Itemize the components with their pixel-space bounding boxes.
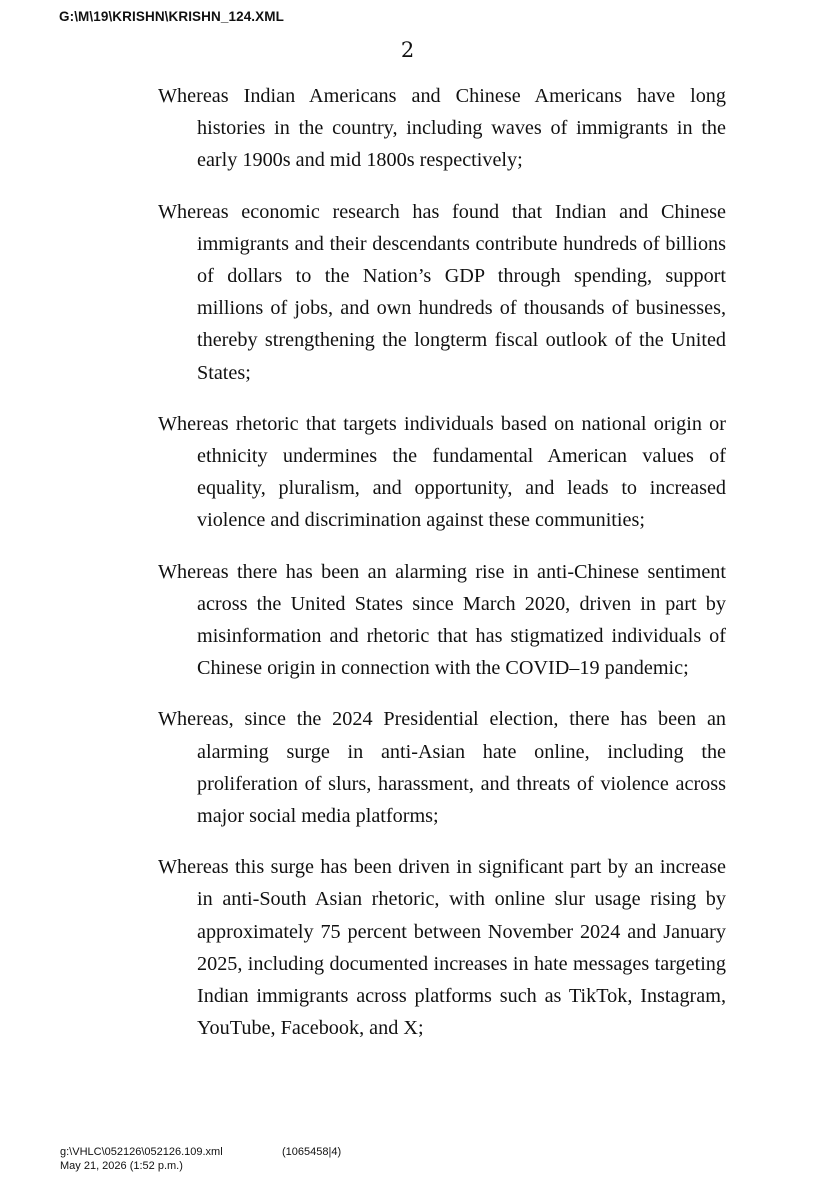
whereas-clause: Whereas economic research has found that Indian and Chinese immigrants and their descendants contribute hundreds of billions of dollars to the Nation’s GDP through spending, support millions of jobs, and own hundreds of thousands of businesses, thereby strengthening the longterm fiscal outlook of the United States; (158, 200, 726, 384)
document-file-path: G:\M\19\KRISHN\KRISHN_124.XML (59, 9, 284, 24)
whereas-clause: Whereas rhetoric that targets individuals based on national origin or ethnicity undermines the fundamental American values of equality, pluralism, and opportunity, and leads to increased violence and discrimination against these communities; (158, 412, 726, 532)
whereas-clause: Whereas there has been an alarming rise in anti-Chinese sentiment across the United States since March 2020, driven in part by misinformation and rhetoric that has stigmatized individuals of Chinese origin in connection with the COVID–19 pandemic; (158, 560, 726, 680)
page-footer (60, 1145, 341, 1173)
whereas-clauses (158, 80, 726, 1063)
whereas-clause: Whereas Indian Americans and Chinese Americans have long histories in the country, including waves of immigrants in the early 1900s and mid 1800s respectively; (158, 85, 726, 172)
page-number: 2 (400, 38, 415, 62)
footer-line-1 (60, 1145, 341, 1159)
footer-file-path: g:\VHLC\052126\052126.109.xml (60, 1146, 223, 1158)
footer-document-code: (1065458|4) (282, 1146, 342, 1158)
whereas-clause: Whereas, since the 2024 Presidential election, there has been an alarming surge in anti-Asian hate online, including the proliferation of slurs, harassment, and threats of violence across major social media platforms; (158, 708, 726, 828)
footer-timestamp: May 21, 2026 (1:52 p.m.) (60, 1160, 183, 1172)
whereas-clause: Whereas this surge has been driven in significant part by an increase in anti-South Asian rhetoric, with online slur usage rising by approximately 75 percent between November 2024 and January 2025, including documented increases in hate messages targeting Indian immigrants across platforms such as TikTok, Instagram, YouTube, Facebook, and X; (158, 856, 726, 1040)
